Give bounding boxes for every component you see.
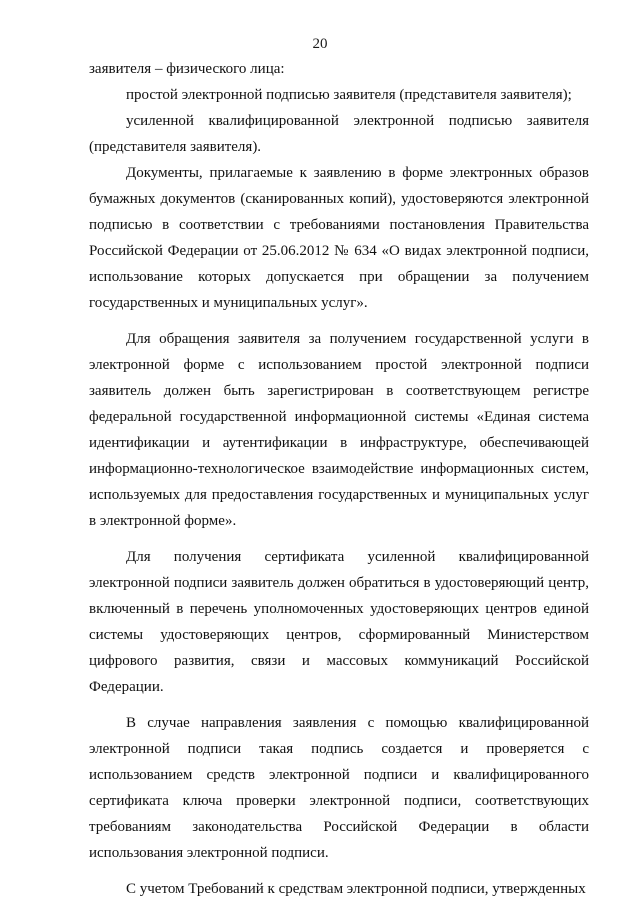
page-number: 20 bbox=[312, 36, 328, 52]
paragraph-simple-signature: простой электронной подписью заявителя (представителя заявителя); bbox=[126, 87, 572, 103]
paragraph-simple-signature-registration: Для обращения заявителя за получением государственной услуги в электронной форме с использованием простой электронной подписи заявитель должен быть зарегистрирован в соответствующем регистре федеральной государственной информационной системы «Единая система идентификации и аутентификации в инфраструктуре, обеспечивающей информационно-технологическое взаимодействие информационных систем, используемых для предоставления государственных и муниципальных услуг в электронной форме». bbox=[89, 331, 589, 529]
document-body bbox=[89, 56, 589, 902]
paragraph-qualified-signature-verification: В случае направления заявления с помощью квалифицированной электронной подписи такая подпись создается и проверяется с использованием средств электронной подписи и квалифицированного сертификата ключа проверки электронной подписи, соответствующих требованиям законодательства Российской Федерации в области использования электронной подписи. bbox=[89, 715, 589, 861]
paragraph-qualified-signature: усиленной квалифицированной электронной подписью заявителя (представителя заявителя). bbox=[89, 113, 589, 155]
paragraph-applicant-individual: заявителя – физического лица: bbox=[89, 61, 285, 77]
paragraph-certificate-obtaining: Для получения сертификата усиленной квалифицированной электронной подписи заявитель должен обратиться в удостоверяющий центр, включенный в перечень уполномоченных удостоверяющих центров единой системы удостоверяющих центров, сформированный Министерством цифрового развития, связи и массовых коммуникаций Российской Федерации. bbox=[89, 549, 589, 695]
paragraph-signature-requirements: С учетом Требований к средствам электронной подписи, утвержденных bbox=[126, 881, 586, 897]
paragraph-attached-documents: Документы, прилагаемые к заявлению в форме электронных образов бумажных документов (сканированных копий), удостоверяются электронной подписью в соответствии с требованиями постановления Правительства Российской Федерации от 25.06.2012 № 634 «О видах электронной подписи, использование которых допускается при обращении за получением государственных и муниципальных услуг». bbox=[89, 165, 589, 311]
